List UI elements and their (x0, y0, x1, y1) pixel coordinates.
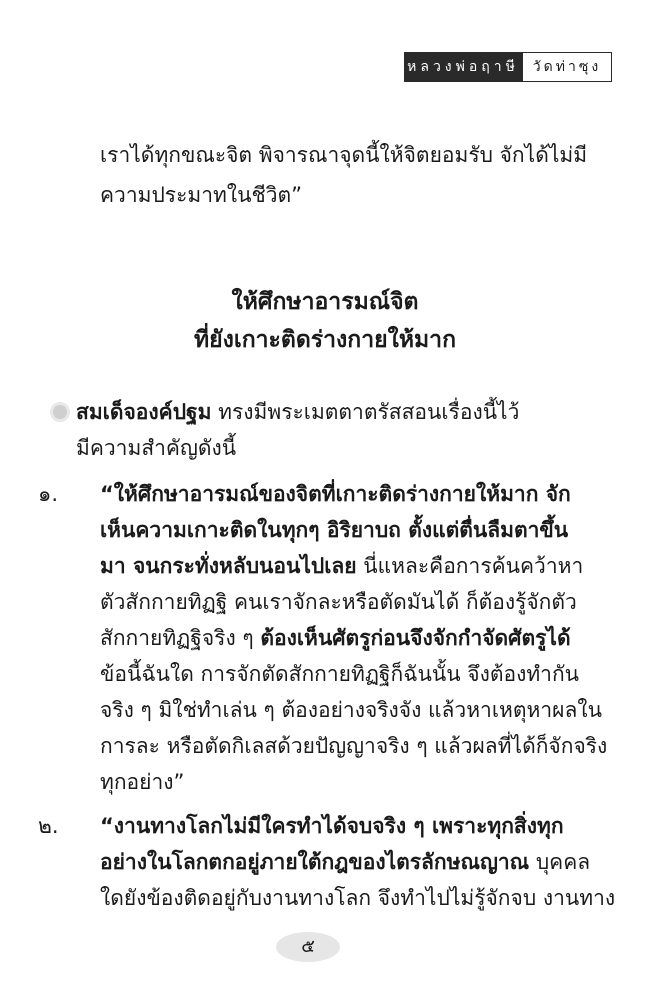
running-header (404, 52, 612, 82)
item1-line: ข้อนี้ฉันใด การจักตัดสักกายทิฏฐิก็ฉันนั้น จึงต้องทำกัน (100, 662, 580, 686)
item-number: ๑. (38, 482, 59, 506)
page-number: ๕ (276, 932, 340, 962)
bullet-icon (50, 402, 70, 422)
item1-line: ตัวสักกายทิฏฐิ คนเราจักละหรือตัดมันได้ ก็ต้องรู้จักตัว (100, 590, 577, 614)
item-number: ๒. (38, 814, 59, 838)
lead-line-2: มีความสำคัญดังนี้ (76, 436, 237, 460)
item2-line: อย่างในโลกตกอยู่ภายใต้กฎของไตรลักษณญาณ บุคคล (100, 850, 591, 874)
item1-line: “ให้ศึกษาอารมณ์ของจิตที่เกาะติดร่างกายให้มาก จัก (100, 482, 571, 506)
item1-line: เห็นความเกาะติดในทุกๆ อิริยาบถ ตั้งแต่ตื่นลืมตาขึ้น (100, 518, 569, 542)
header-author: หลวงพ่อฤาษี (404, 52, 522, 82)
intro-line-1: เราได้ทุกขณะจิต พิจารณาจุดนี้ให้จิตยอมรับ จักได้ไม่มี (100, 143, 588, 167)
lead-line-1 (76, 392, 519, 432)
lead-rest: ทรงมีพระเมตตาตรัสสอนเรื่องนี้ไว้ (211, 400, 520, 424)
lead-bold: สมเด็จองค์ปฐม (76, 400, 212, 424)
item2-line: ใดยังข้องติดอยู่กับงานทางโลก จึงทำไปไม่รู้จักจบ งานทาง (100, 886, 616, 910)
section-title-line-2: ที่ยังเกาะติดร่างกายให้มาก (193, 327, 456, 353)
intro-line-2: ความประมาทในชีวิต” (100, 183, 303, 207)
item1-line: สักกายทิฏฐิจริง ๆ ต้องเห็นศัตรูก่อนจึงจักกำจัดศัตรูได้ (100, 626, 571, 650)
item1-line: ทุกอย่าง” (100, 770, 185, 794)
item1-line: มา จนกระทั่งหลับนอนไปเลย นี่แหละคือการค้นคว้าหา (100, 554, 584, 578)
item1-line: การละ หรือตัดกิเลสด้วยปัญญาจริง ๆ แล้วผลที่ได้ก็จักจริง (100, 734, 608, 758)
section-title-line-1: ให้ศึกษาอารมณ์จิต (231, 289, 419, 315)
header-temple: วัดท่าซุง (522, 52, 612, 82)
item2-line: “งานทางโลกไม่มีใครทำได้จบจริง ๆ เพราะทุกสิ่งทุก (100, 814, 564, 838)
item1-line: จริง ๆ มิใช่ทำเล่น ๆ ต้องอย่างจริงจัง แล้วหาเหตุหาผลใน (100, 698, 602, 722)
